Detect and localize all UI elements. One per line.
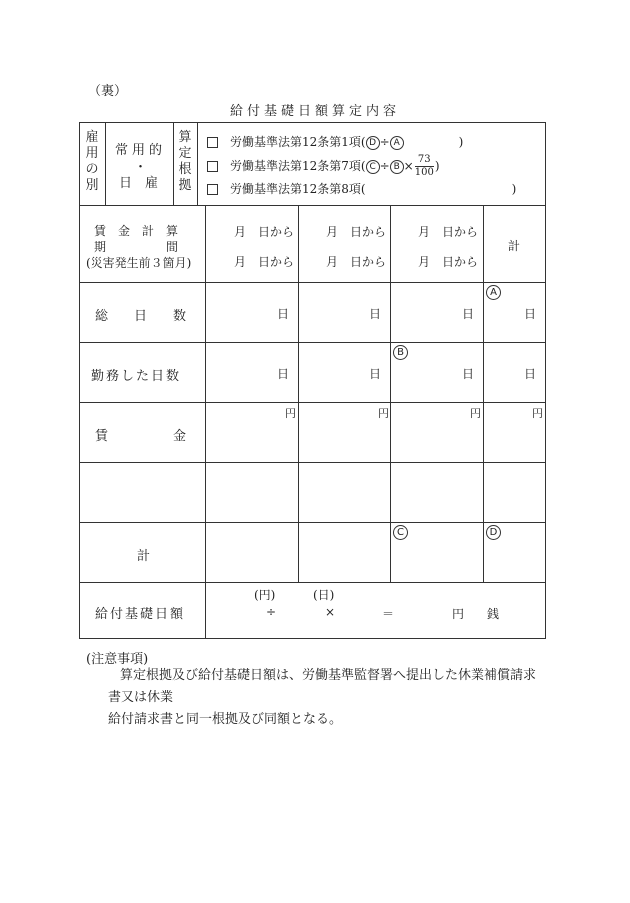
circled-letter: C [366, 160, 380, 174]
sen-unit: 銭 [487, 607, 500, 621]
fraction: $\frac{73}{100}$ [414, 154, 434, 178]
basis-option-2: 労働基準法第12条第7項( C ÷ B × $\frac{73}{100}$ ) [207, 154, 440, 179]
calculation-basis-label: 算 定 根 拠 [178, 130, 192, 193]
day-unit: 日 [524, 307, 537, 321]
yen-unit: 円 [378, 407, 389, 420]
day-unit: 日 [277, 307, 290, 321]
circled-letter-c: C [393, 525, 408, 540]
period-from: 月 日から [418, 225, 479, 239]
regular-employment-label: 常用的 [115, 143, 167, 158]
total-column-label: 計 [508, 239, 521, 253]
circled-letter-a: A [486, 285, 501, 300]
employment-type-label: 雇 用 の 別 [85, 130, 99, 193]
circled-letter-d: D [486, 525, 501, 540]
period-to: 月 日から [326, 255, 387, 269]
base-daily-amount-label: 給付基礎日額 [95, 607, 186, 622]
basis-option-1: 労働基準法第12条第1項( D ÷ A ) [207, 133, 463, 150]
separator-dot: ・ [134, 160, 148, 175]
yen-unit: 円 [452, 607, 465, 621]
yen-unit: 円 [285, 407, 296, 420]
sum-label: 計 [137, 549, 151, 564]
notes-title: (注意事項) [86, 652, 149, 667]
day-unit: 日 [462, 307, 475, 321]
circled-letter: A [390, 136, 404, 150]
day-unit: 日 [462, 367, 475, 381]
page-title: 給付基礎日額算定内容 [229, 104, 400, 119]
daily-employment-label: 日 雇 [119, 176, 159, 191]
back-side-label: （裏） [88, 84, 128, 99]
checkbox[interactable] [207, 161, 218, 172]
total-days-label: 総 日 数 [95, 309, 187, 324]
divide-sign: ÷ [266, 605, 277, 619]
circled-letter: B [390, 160, 404, 174]
circled-letter: D [366, 136, 380, 150]
yen-unit: 円 [470, 407, 481, 420]
wage-period-label: 賃 金 計 算 期 間 (災害発生前３箇月) [86, 224, 192, 270]
period-from: 月 日から [326, 225, 387, 239]
period-from: 月 日から [234, 225, 295, 239]
period-to: 月 日から [234, 255, 295, 269]
basis-option-3: 労働基準法第12条第8項( ) [207, 180, 516, 197]
day-unit: 日 [369, 367, 382, 381]
yen-unit: 円 [532, 407, 543, 420]
checkbox[interactable] [207, 137, 218, 148]
day-unit-paren: (日) [313, 588, 335, 602]
day-unit: 日 [524, 367, 537, 381]
day-unit: 日 [369, 307, 382, 321]
wage-label: 賃 金 [95, 429, 187, 444]
notes-body: 算定根拠及び給付基礎日額は、労働基準監督署へ提出した休業補償請求書又は休業 給付請求書と同一根拠及び同額となる。 [108, 668, 537, 727]
checkbox[interactable] [207, 184, 218, 195]
circled-letter-b: B [393, 345, 408, 360]
day-unit: 日 [277, 367, 290, 381]
worked-days-label: 勤務した日数 [91, 369, 182, 384]
yen-unit-paren: (円) [254, 588, 276, 602]
period-to: 月 日から [418, 255, 479, 269]
equals-sign: ＝ [382, 607, 395, 621]
times-sign: × [325, 605, 336, 619]
